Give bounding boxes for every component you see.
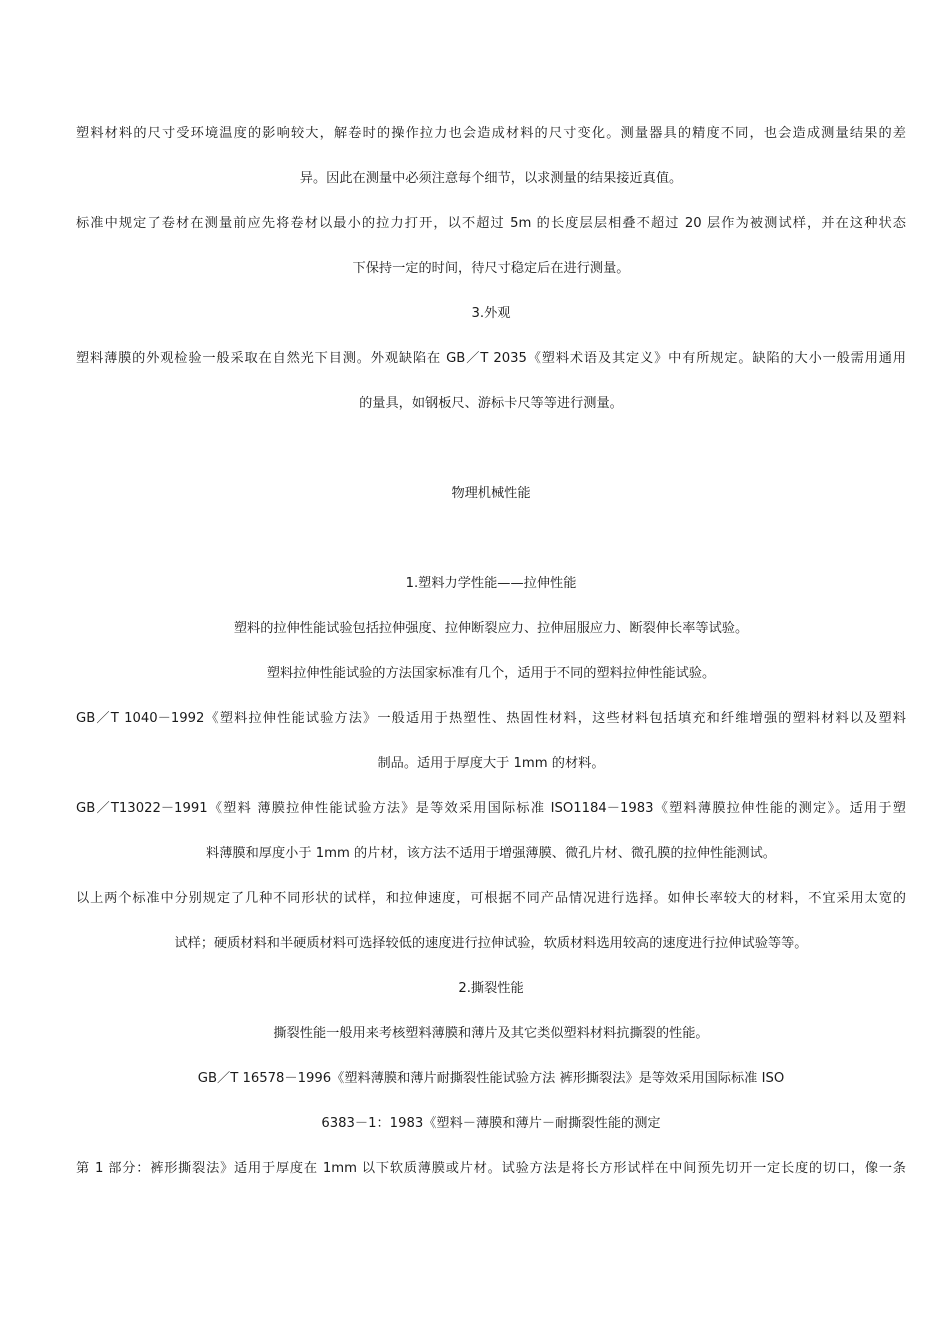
- heading-appearance: 3.外观: [471, 306, 511, 321]
- paragraph-gb13022-line-2: 料薄膜和厚度小于 1mm 的片材，该方法不适用于增强薄膜、微孔片材、微孔膜的拉伸性能测试。: [206, 846, 776, 861]
- paragraph-gb1040-line-2: 制品。适用于厚度大于 1mm 的材料。: [377, 756, 605, 771]
- paragraph-standard-line-1: 标准中规定了卷材在测量前应先将卷材以最小的拉力打开，以不超过 5m 的长度层层相叠不超过 20 层作为被测试样，并在这种状态: [76, 216, 906, 231]
- paragraph-gb1040-line-1: GB／T 1040－1992《塑料拉伸性能试验方法》一般适用于热塑性、热固性材料，这些材料包括填充和纤维增强的塑料材料以及塑料: [76, 711, 906, 726]
- paragraph-gb13022-line-1: GB／T13022－1991《塑料 薄膜拉伸性能试验方法》是等效采用国际标准 ISO1184－1983《塑料薄膜拉伸性能的测定》。适用于塑: [76, 801, 906, 816]
- paragraph-standard-line-2: 下保持一定的时间，待尺寸稳定后在进行测量。: [352, 261, 630, 276]
- section-heading-mechanical: 物理机械性能: [451, 486, 531, 501]
- paragraph-appearance-line-1: 塑料薄膜的外观检验一般采取在自然光下目测。外观缺陷在 GB／T 2035《塑料术语及其定义》中有所规定。缺陷的大小一般需用通用: [76, 351, 906, 366]
- paragraph-dimension-line-2: 异。因此在测量中必须注意每个细节，以求测量的结果接近真值。: [299, 171, 683, 186]
- heading-tear: 2.撕裂性能: [458, 981, 524, 996]
- paragraph-tensile-methods: 塑料拉伸性能试验的方法国家标准有几个，适用于不同的塑料拉伸性能试验。: [266, 666, 716, 681]
- paragraph-appearance-line-2: 的量具，如钢板尺、游标卡尺等等进行测量。: [359, 396, 623, 411]
- paragraph-trouser-tear: 第 1 部分：裤形撕裂法》适用于厚度在 1mm 以下软质薄膜或片材。试验方法是将长方形试样在中间预先切开一定长度的切口，像一条: [76, 1161, 906, 1176]
- paragraph-specimen-line-1: 以上两个标准中分别规定了几种不同形状的试样，和拉伸速度，可根据不同产品情况进行选择。如伸长率较大的材料，不宜采用太宽的: [76, 891, 906, 906]
- heading-tensile: 1.塑料力学性能——拉伸性能: [405, 576, 577, 591]
- paragraph-tear-intro: 撕裂性能一般用来考核塑料薄膜和薄片及其它类似塑料材料抗撕裂的性能。: [273, 1026, 709, 1041]
- paragraph-iso6383: 6383－1：1983《塑料－薄膜和薄片－耐撕裂性能的测定: [321, 1116, 661, 1131]
- paragraph-tensile-intro: 塑料的拉伸性能试验包括拉伸强度、拉伸断裂应力、拉伸屈服应力、断裂伸长率等试验。: [233, 621, 749, 636]
- paragraph-gb16578: GB／T 16578－1996《塑料薄膜和薄片耐撕裂性能试验方法 裤形撕裂法》是等效采用国际标准 ISO: [197, 1071, 785, 1086]
- paragraph-dimension-line-1: 塑料材料的尺寸受环境温度的影响较大，解卷时的操作拉力也会造成材料的尺寸变化。测量器具的精度不同，也会造成测量结果的差: [76, 126, 906, 141]
- paragraph-specimen-line-2: 试样；硬质材料和半硬质材料可选择较低的速度进行拉伸试验，软质材料选用较高的速度进行拉伸试验等等。: [174, 936, 808, 951]
